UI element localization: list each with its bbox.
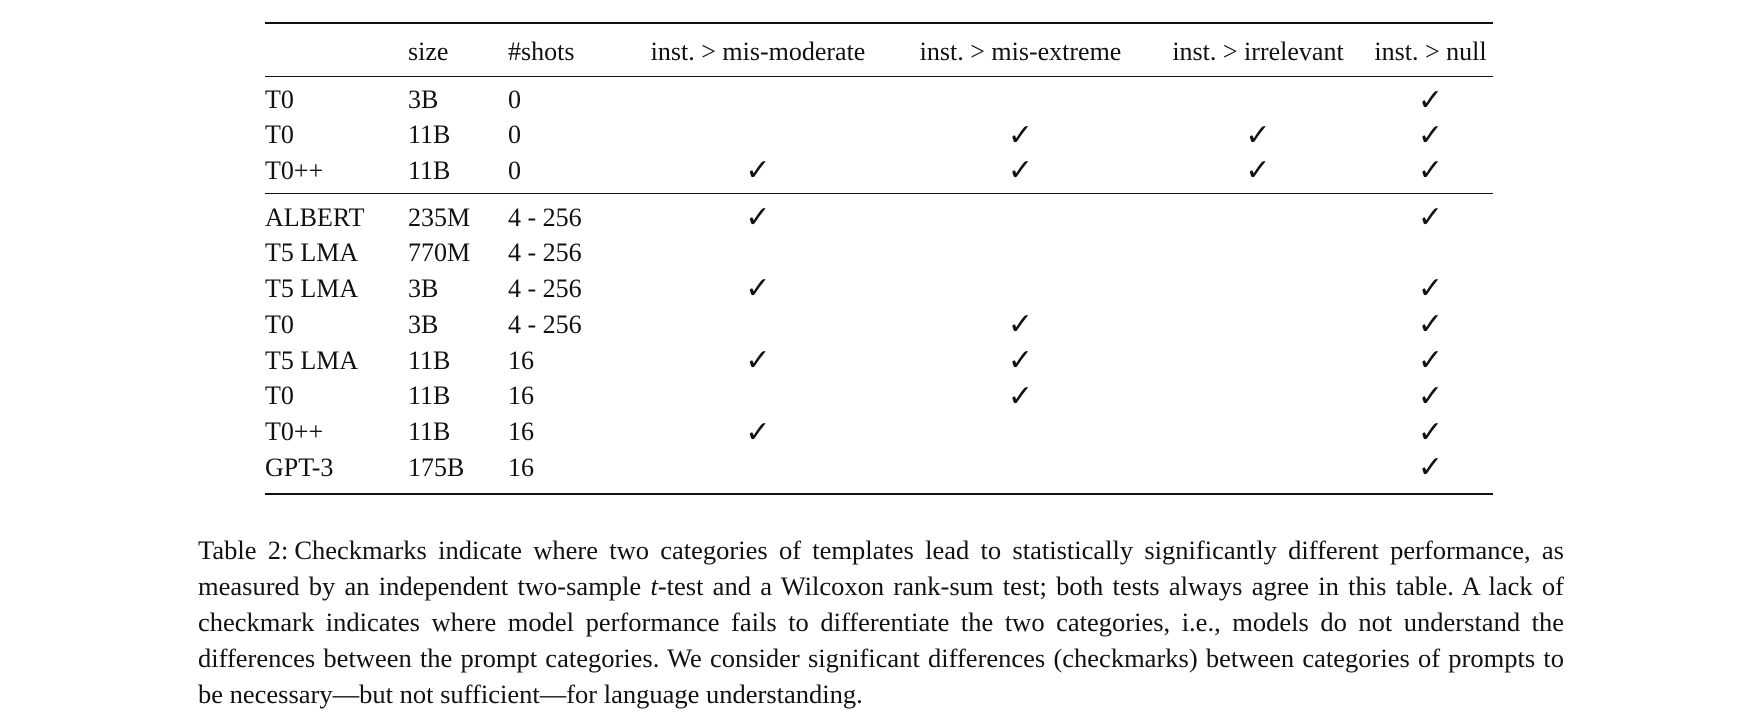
table-row bbox=[265, 76, 1493, 118]
cell-size: 3B bbox=[408, 85, 439, 114]
cell-size: 11B bbox=[408, 381, 451, 411]
cell-mis-moderate bbox=[623, 118, 893, 154]
cell-null: ✓ bbox=[1417, 200, 1444, 236]
caption-label: Table 2: bbox=[198, 535, 289, 565]
cell-shots: 0 bbox=[508, 85, 521, 114]
results-table-container bbox=[265, 22, 1493, 495]
table-row bbox=[265, 235, 1493, 271]
cell-mis-extreme bbox=[893, 235, 1148, 271]
cell-model: T0 bbox=[265, 309, 294, 339]
table-row bbox=[265, 153, 1493, 194]
table-row bbox=[265, 343, 1493, 379]
table-row bbox=[265, 194, 1493, 236]
cell-shots: 0 bbox=[508, 155, 521, 185]
cell-shots: 16 bbox=[508, 417, 534, 447]
cell-mis-moderate bbox=[623, 235, 893, 271]
cell-mis-extreme bbox=[893, 271, 1148, 307]
cell-mis-moderate bbox=[623, 76, 893, 118]
cell-null: ✓ bbox=[1417, 271, 1444, 307]
table-row bbox=[265, 378, 1493, 414]
cell-model: T0 bbox=[265, 120, 294, 150]
table-row bbox=[265, 414, 1493, 450]
cell-irrelevant bbox=[1148, 76, 1368, 118]
cell-model: ALBERT bbox=[265, 202, 365, 232]
cell-mis-moderate: ✓ bbox=[745, 271, 771, 307]
cell-irrelevant bbox=[1148, 307, 1368, 343]
cell-mis-extreme bbox=[893, 76, 1148, 118]
caption-text-part2: -test and a Wilcoxon rank-sum test; both tests always agree in this table. A lack of checkmark indicates where model performance fails to differentiate the two categories, i.e., models do not understand the differences between the prompt categories. We consider significant differences (checkmarks) between categories of prompts to be necessary—but not sufficient—for language understanding. bbox=[198, 571, 1564, 709]
cell-shots: 16 bbox=[508, 452, 534, 482]
cell-model: T5 LMA bbox=[265, 345, 359, 375]
cell-mis-extreme: ✓ bbox=[1007, 343, 1034, 379]
cell-shots: 4 - 256 bbox=[508, 309, 582, 339]
cell-null: ✓ bbox=[1417, 450, 1444, 486]
cell-model: T0++ bbox=[265, 417, 324, 447]
few-shot-group bbox=[265, 194, 1493, 494]
header-shots: #shots bbox=[508, 36, 575, 66]
cell-null: ✓ bbox=[1417, 307, 1444, 343]
cell-size: 11B bbox=[408, 345, 451, 375]
cell-irrelevant bbox=[1148, 450, 1368, 494]
cell-mis-moderate: ✓ bbox=[745, 414, 771, 450]
cell-size: 235M bbox=[408, 202, 471, 232]
cell-irrelevant: ✓ bbox=[1245, 153, 1271, 189]
cell-model: GPT-3 bbox=[265, 452, 334, 482]
table-caption bbox=[198, 532, 1564, 712]
cell-size: 770M bbox=[408, 238, 471, 268]
cell-size: 3B bbox=[408, 273, 439, 303]
cell-mis-extreme: ✓ bbox=[1007, 378, 1034, 414]
cell-null: ✓ bbox=[1417, 117, 1444, 153]
cell-irrelevant bbox=[1148, 235, 1368, 271]
cell-mis-moderate bbox=[623, 307, 893, 343]
cell-null: ✓ bbox=[1417, 153, 1444, 189]
header-irrelevant: inst. > irrelevant bbox=[1172, 36, 1344, 66]
cell-size: 11B bbox=[408, 155, 451, 185]
cell-model: T5 LMA bbox=[265, 273, 359, 303]
cell-mis-extreme bbox=[893, 194, 1148, 236]
cell-null: ✓ bbox=[1417, 82, 1444, 118]
cell-model: T0 bbox=[265, 85, 294, 114]
table-row bbox=[265, 271, 1493, 307]
cell-mis-extreme: ✓ bbox=[1007, 117, 1034, 153]
cell-size: 11B bbox=[408, 120, 451, 150]
cell-mis-moderate bbox=[623, 450, 893, 494]
cell-mis-moderate bbox=[623, 378, 893, 414]
cell-null bbox=[1368, 235, 1493, 271]
header-mis-moderate: inst. > mis-moderate bbox=[650, 36, 866, 66]
cell-size: 11B bbox=[408, 417, 451, 447]
cell-size: 3B bbox=[408, 309, 439, 339]
cell-mis-moderate: ✓ bbox=[745, 153, 771, 189]
header-null: inst. > null bbox=[1374, 36, 1487, 66]
cell-null: ✓ bbox=[1417, 414, 1444, 450]
table-row bbox=[265, 307, 1493, 343]
cell-shots: 16 bbox=[508, 345, 534, 375]
zero-shot-group bbox=[265, 76, 1493, 194]
cell-irrelevant bbox=[1148, 194, 1368, 236]
cell-model: T5 LMA bbox=[265, 238, 359, 268]
cell-irrelevant bbox=[1148, 414, 1368, 450]
cell-shots: 4 - 256 bbox=[508, 273, 582, 303]
table-row bbox=[265, 118, 1493, 154]
table-row bbox=[265, 450, 1493, 494]
cell-mis-moderate: ✓ bbox=[745, 200, 771, 236]
header-model bbox=[265, 23, 408, 76]
cell-irrelevant bbox=[1148, 271, 1368, 307]
cell-mis-extreme: ✓ bbox=[1007, 307, 1034, 343]
header-mis-extreme: inst. > mis-extreme bbox=[919, 36, 1122, 66]
cell-model: T0 bbox=[265, 381, 294, 411]
cell-null: ✓ bbox=[1417, 378, 1444, 414]
cell-irrelevant: ✓ bbox=[1245, 117, 1271, 153]
cell-irrelevant bbox=[1148, 378, 1368, 414]
table-header bbox=[265, 23, 1493, 76]
cell-mis-moderate: ✓ bbox=[745, 343, 771, 379]
cell-mis-extreme: ✓ bbox=[1007, 153, 1034, 189]
cell-shots: 0 bbox=[508, 120, 521, 150]
caption-italic-t: t bbox=[650, 571, 658, 601]
cell-irrelevant bbox=[1148, 343, 1368, 379]
results-table bbox=[265, 22, 1493, 495]
cell-mis-extreme bbox=[893, 414, 1148, 450]
cell-size: 175B bbox=[408, 452, 465, 482]
cell-mis-extreme bbox=[893, 450, 1148, 494]
cell-shots: 4 - 256 bbox=[508, 238, 582, 268]
caption-text-part1: Checkmarks indicate where two categories of templates lead to statistically significantly different performance, as measured by an independent two-sample bbox=[198, 535, 1564, 601]
header-size: size bbox=[408, 36, 449, 66]
cell-shots: 16 bbox=[508, 381, 534, 411]
cell-null: ✓ bbox=[1417, 343, 1444, 379]
header-row bbox=[265, 23, 1493, 76]
cell-shots: 4 - 256 bbox=[508, 202, 582, 232]
cell-model: T0++ bbox=[265, 155, 324, 185]
